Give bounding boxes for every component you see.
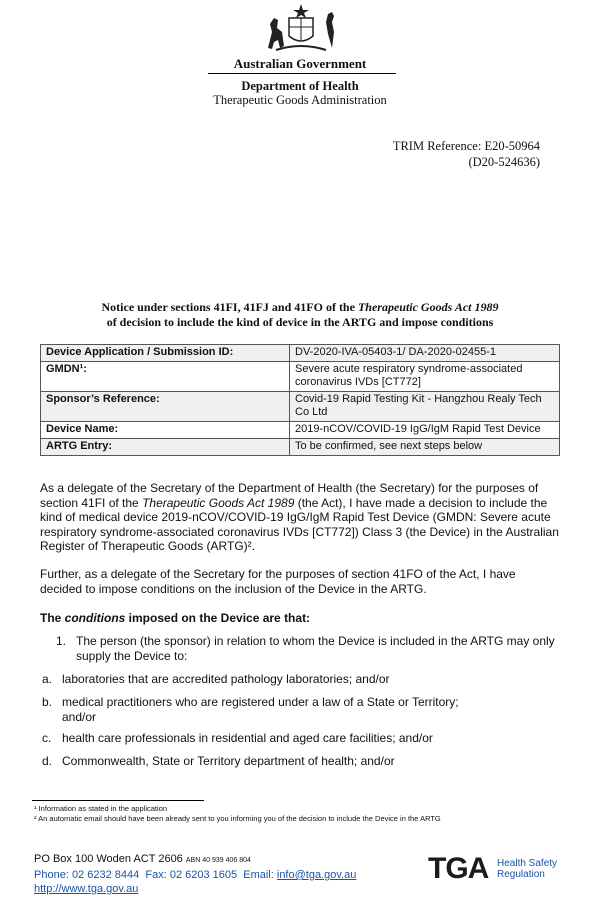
heading-emphasis: conditions bbox=[64, 611, 126, 625]
tga-tagline bbox=[497, 858, 557, 880]
list-item bbox=[56, 634, 556, 663]
tagline-line-2: Regulation bbox=[497, 869, 545, 880]
row-value: To be confirmed, see next steps below bbox=[290, 439, 560, 456]
abn: ABN 40 939 406 804 bbox=[185, 857, 251, 864]
sub-list-item bbox=[42, 731, 472, 746]
row-value: 2019-nCOV/COVID-19 IgG/IgM Rapid Test Device bbox=[290, 422, 560, 439]
heading-text: The bbox=[40, 611, 65, 625]
sub-list-text: Commonwealth, State or Territory department of health; and/or bbox=[62, 754, 395, 768]
sub-list-text: health care professionals in residential and aged care facilities; and/or bbox=[62, 731, 433, 745]
table-row bbox=[41, 345, 560, 362]
fax-label: Fax: bbox=[145, 869, 167, 881]
tga-logo: TGA bbox=[428, 852, 489, 885]
act-name: Therapeutic Goods Act 1989 bbox=[357, 300, 499, 314]
sub-list-text: laboratories that are accredited pathology laboratories; and/or bbox=[62, 672, 390, 686]
row-value: Covid-19 Rapid Testing Kit - Hangzhou Realy Tech Co Ltd bbox=[290, 392, 560, 422]
footer-address-line bbox=[34, 852, 356, 868]
email-link[interactable]: info@tga.gov.au bbox=[276, 869, 357, 881]
fax-number: 02 6203 1605 bbox=[169, 869, 238, 881]
act-name: Therapeutic Goods Act 1989 bbox=[142, 495, 295, 510]
trim-reference bbox=[393, 138, 540, 170]
sub-list-text: medical practitioners who are registered under a law of a State or Territory; and/or bbox=[62, 695, 459, 724]
sub-list-item bbox=[42, 754, 472, 769]
footnote: ² An automatic email should have been already sent to you informing you of the decision to include the Device in the ARTG bbox=[34, 814, 441, 823]
sub-list-item bbox=[42, 695, 472, 724]
sub-list-item bbox=[42, 672, 472, 687]
phone-label: Phone: bbox=[34, 869, 69, 881]
trim-line-1: TRIM Reference: E20-50964 bbox=[392, 139, 540, 153]
list-item-text: The person (the sponsor) in relation to whom the Device is included in the ARTG may only supply the Device to: bbox=[76, 634, 555, 663]
row-key: Device Name: bbox=[41, 422, 290, 439]
department-title: Department of Health bbox=[241, 79, 359, 93]
sub-list-letter: b. bbox=[42, 695, 53, 709]
heading-text: imposed on the Device are that: bbox=[125, 611, 311, 625]
paragraph-text: As a delegate of the Secretary of the Department of Health (the Secretary) for the purposes of section 41FI of the bbox=[40, 481, 539, 510]
postal-address: PO Box 100 Woden ACT 2606 bbox=[34, 853, 183, 865]
table-row bbox=[41, 362, 560, 392]
page-footer bbox=[34, 852, 356, 896]
government-title: Australian Government bbox=[233, 56, 367, 71]
table-row bbox=[41, 392, 560, 422]
sub-list-letter: a. bbox=[42, 672, 53, 686]
table-row bbox=[41, 439, 560, 456]
device-details-table bbox=[40, 344, 560, 456]
row-value: DV-2020-IVA-05403-1/ DA-2020-02455-1 bbox=[290, 345, 560, 362]
decision-paragraph bbox=[40, 481, 560, 554]
row-key: ARTG Entry: bbox=[41, 439, 290, 456]
row-value: Severe acute respiratory syndrome-associated coronavirus IVDs [CT772] bbox=[290, 362, 560, 392]
footnote: ¹ Information as stated in the application bbox=[34, 804, 167, 813]
row-key: Sponsor’s Reference: bbox=[41, 392, 290, 422]
conditions-intro-paragraph: Further, as a delegate of the Secretary for the purposes of section 41FO of the Act, I have decided to impose conditions on the inclusion of the Device in the ARTG. bbox=[40, 567, 516, 596]
footer-contact-line bbox=[34, 868, 356, 882]
notice-title-prefix: Notice under sections 41FI, 41FJ and 41FO of the bbox=[101, 300, 358, 314]
sub-list-letter: c. bbox=[42, 731, 52, 745]
list-number: 1. bbox=[56, 634, 67, 648]
row-key: Device Application / Submission ID: bbox=[41, 345, 290, 362]
coat-of-arms-icon bbox=[262, 2, 340, 54]
conditions-heading bbox=[40, 611, 560, 626]
agency-name: Therapeutic Goods Administration bbox=[213, 93, 387, 107]
email-label: Email: bbox=[243, 869, 274, 881]
trim-line-2: (D20-524636) bbox=[468, 155, 540, 169]
header-divider bbox=[208, 73, 396, 74]
table-row bbox=[41, 422, 560, 439]
notice-title bbox=[40, 300, 560, 330]
tagline-line-1: Health Safety bbox=[497, 858, 558, 869]
sub-list-letter: d. bbox=[42, 754, 53, 768]
row-key: GMDN¹: bbox=[41, 362, 290, 392]
website-link[interactable]: http://www.tga.gov.au bbox=[34, 883, 139, 895]
footnote-divider bbox=[32, 800, 204, 801]
paragraph-text: (the Act), I have made a decision to include the kind of medical device 2019-nCOV/COVID-19 IgG/IgM Rapid Test Device (GMDN: Severe acute respiratory syndrome-associated coronavirus IVDs [CT772]) Class 3 (the Device) in the Australian Register of Therapeutic Goods (ARTG)². bbox=[40, 495, 559, 553]
footer-website-line bbox=[34, 882, 356, 896]
notice-title-line-2: of decision to include the kind of device in the ARTG and impose conditions bbox=[106, 315, 494, 329]
phone-number: 02 6232 8444 bbox=[71, 869, 140, 881]
